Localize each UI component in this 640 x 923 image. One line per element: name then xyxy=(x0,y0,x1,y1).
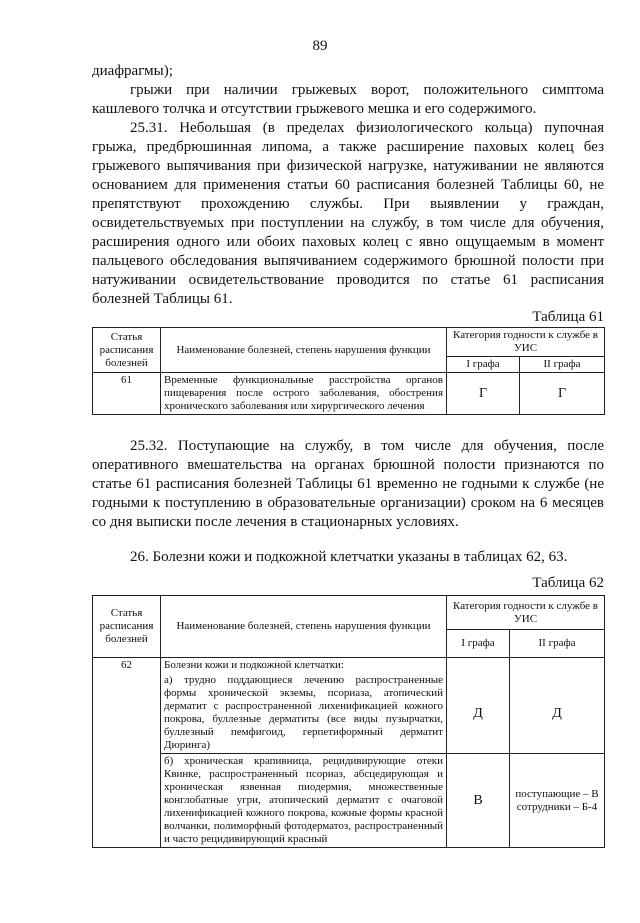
table-61-header-col1: I графа xyxy=(447,357,520,373)
table-62-article: 62 xyxy=(93,658,161,848)
table-61-article: 61 xyxy=(93,373,161,415)
table-62-row-b-desc: б) хроническая крапивница, рецидивирующие отеки Квинке, распространенный псориаз, абсцедирующая и хроническая язвенная пиодермия, множественные конглобатные угри, атопический дерматит с очаговой лихенификацией кожного покрова, кожные формы красной волчанки, полиморфный фотодерматоз, распространенный и часто рецидивирующий красный xyxy=(161,754,447,848)
table-row xyxy=(93,658,605,674)
table-61-col1: Г xyxy=(447,373,520,415)
table-row xyxy=(93,673,605,754)
paragraph-26: 26. Болезни кожи и подкожной клетчатки указаны в таблицах 62, 63. xyxy=(130,549,568,565)
table-62-row-a-col1: Д xyxy=(447,673,510,754)
table-62-row-a-desc: а) трудно поддающиеся лечению распространенные формы хронической экземы, псориаза, атопический дерматит с распространенной лихенификацией кожного покрова, буллезные дерматиты (все виды пузырчатки, буллезный пемфигоид, герпетиформный дерматит Дюринга) xyxy=(161,673,447,754)
table-62 xyxy=(92,595,605,848)
table-61-caption: Таблица 61 xyxy=(532,309,604,325)
intro-line-2: грыжи при наличии грыжевых ворот, положительного симптома кашлевого толчка и отсутствии грыжевого мешка и его содержимого. xyxy=(92,82,604,117)
table-row xyxy=(93,754,605,848)
table-62-group-title: Болезни кожи и подкожной клетчатки: xyxy=(161,658,447,674)
table-61-header-name: Наименование болезней, степень нарушения функции xyxy=(161,328,447,373)
table-62-header-category: Категория годности к службе в УИС xyxy=(447,596,605,630)
table-61-header-article: Статья расписания болезней xyxy=(93,328,161,373)
table-61-col2: Г xyxy=(520,373,605,415)
paragraph-25-31: 25.31. Небольшая (в пределах физиологического кольца) пупочная грыжа, предбрюшинная липома, а также расширение паховых колец без грыжевого выпячивания при физической нагрузке, натуживании не являются основанием для применения статьи 60 расписания болезней Таблицы 60, не препятствуют прохождению службы. При выявлении у граждан, освидетельствуемых при поступлении на службу, в том числе для обучения, расширения одного или обоих паховых колец с явно ощущаемым в момент пальцевого обследования выпячиванием содержимого брюшной полости при натуживании освидетельствование проводится по статье 61 расписания болезней Таблицы 61. xyxy=(92,120,604,307)
table-62-header-col1: I графа xyxy=(447,630,510,658)
table-61-header-category: Категория годности к службе в УИС xyxy=(447,328,605,357)
table-62-row-b-col1: В xyxy=(447,754,510,848)
table-62-header-name: Наименование болезней, степень нарушения функции xyxy=(161,596,447,658)
table-62-row-b-col2 xyxy=(510,754,605,848)
empty-cell xyxy=(447,658,510,674)
table-61-header-col2: II графа xyxy=(520,357,605,373)
intro-paragraph xyxy=(92,62,604,119)
table-61-desc: Временные функциональные расстройства органов пищеварения после острого заболевания, обострения хронического заболевания или хирургического лечения xyxy=(161,373,447,415)
table-62-header-article: Статья расписания болезней xyxy=(93,596,161,658)
table-62-header-col2: II графа xyxy=(510,630,605,658)
empty-cell xyxy=(510,658,605,674)
table-62-caption: Таблица 62 xyxy=(532,575,604,591)
table-62-row-b-col2-line2: сотрудники – Б-4 xyxy=(516,800,598,813)
page-number: 89 xyxy=(312,38,328,54)
paragraph-25-32: 25.32. Поступающие на службу, в том числе для обучения, после оперативного вмешательства на органах брюшной полости признаются по статье 61 расписания болезней Таблицы 61 временно не годными к службе (не годными к поступлению в образовательные организации) сроком на 6 месяцев со дня выписки после лечения в стационарных условиях. xyxy=(92,438,604,530)
table-62-row-b-col2-line1: поступающие – В xyxy=(515,787,599,800)
table-62-row-a-col2: Д xyxy=(510,673,605,754)
table-61 xyxy=(92,327,605,415)
table-row xyxy=(93,373,605,415)
intro-line-1: диафрагмы); xyxy=(92,63,173,79)
